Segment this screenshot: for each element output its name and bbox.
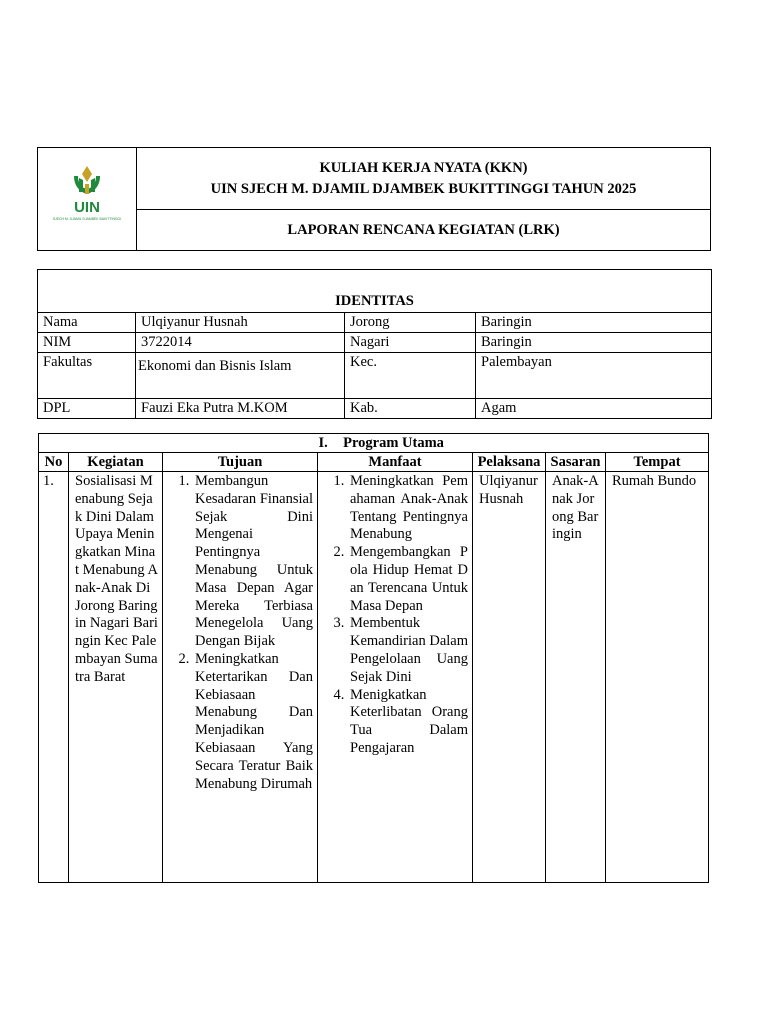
identity-value: Agam — [476, 399, 712, 419]
col-header-manfaat: Manfaat — [318, 453, 473, 472]
col-header-tempat: Tempat — [606, 453, 709, 472]
header-table — [37, 147, 711, 251]
list-item: 2. Meningkatkan Ketertarikan Dan Kebiasaan Menabung Dan Menjadikan Kebiasaan Yang Secara Teratur Baik Menabung Dirumah — [193, 651, 313, 793]
list-item: 3. Membentuk Kemandirian Dalam Pengelolaan Uang Sejak Dini — [348, 615, 468, 686]
identity-value: Baringin — [476, 333, 712, 353]
list-item: 2. Mengembangkan Pola Hidup Hemat Dan Terencana Untuk Masa Depan — [348, 544, 468, 615]
kkn-title: KULIAH KERJA NYATA (KKN) — [319, 159, 528, 176]
list-item: 4. Menigkatkan Keterlibatan Orang Tua Dalam Pengajaran — [348, 687, 468, 758]
identity-label: Fakultas — [38, 353, 136, 399]
col-header-tujuan: Tujuan — [163, 453, 318, 472]
identity-label: NIM — [38, 333, 136, 353]
manfaat-cell — [318, 472, 473, 883]
identity-label: Kec. — [345, 353, 476, 399]
uin-logo-icon — [52, 162, 122, 232]
tujuan-list — [167, 473, 313, 793]
identity-value: 3722014 — [136, 333, 345, 353]
identity-heading: IDENTITAS — [38, 270, 712, 313]
list-item: 1. Membangun Kesadaran Finansial Sejak Dini Mengenai Pentingnya Menabung Untuk Masa Depan Agar Mereka Terbiasa Menegelola Uang Dengan Bijak — [193, 473, 313, 651]
identity-label: DPL — [38, 399, 136, 419]
kkn-title-cell — [137, 148, 711, 210]
identity-value: Ekonomi dan Bisnis Islam — [136, 353, 345, 399]
identity-value: Palembayan — [476, 353, 712, 399]
identity-value: Ulqiyanur Husnah — [136, 313, 345, 333]
university-title: UIN SJECH M. DJAMIL DJAMBEK BUKITTINGGI TAHUN 2025 — [210, 180, 637, 197]
col-header-kegiatan: Kegiatan — [69, 453, 163, 472]
identity-label: Jorong — [345, 313, 476, 333]
logo-subtext: SJECH M. DJAMIL DJAMBEK BUKITTINGGI — [52, 216, 122, 221]
manfaat-list — [322, 473, 468, 758]
kegiatan-cell: Sosialisasi Menabung Sejak Dini Dalam Upaya Meningkatkan Minat Menabung Anak-Anak Di Jorong Baringin Nagari Baringin Kec Palembayan Sumatra Barat — [69, 472, 163, 883]
identity-value: Baringin — [476, 313, 712, 333]
program-table — [38, 433, 709, 883]
col-header-sasaran: Sasaran — [546, 453, 606, 472]
table-row — [39, 472, 709, 883]
col-header-no: No — [39, 453, 69, 472]
lrk-title: LAPORAN RENCANA KEGIATAN (LRK) — [137, 210, 711, 251]
pelaksana-cell: Ulqiyanur Husnah — [473, 472, 546, 883]
tempat-cell: Rumah Bundo — [606, 472, 709, 883]
tujuan-cell — [163, 472, 318, 883]
list-item: 1. Meningkatkan Pemahaman Anak-Anak Tentang Pentingnya Menabung — [348, 473, 468, 544]
section-title: Program Utama — [343, 435, 444, 451]
identity-label: Nagari — [345, 333, 476, 353]
sasaran-cell: Anak-Anak Jorong Baringin — [546, 472, 606, 883]
identity-table — [37, 269, 712, 419]
identity-label: Kab. — [345, 399, 476, 419]
row-number: 1. — [39, 472, 69, 883]
col-header-pelaksana: Pelaksana — [473, 453, 546, 472]
section-number: I. — [318, 435, 328, 451]
logo-cell — [38, 148, 137, 251]
identity-label: Nama — [38, 313, 136, 333]
program-section-title — [39, 434, 709, 453]
logo-text: UIN — [74, 198, 100, 216]
identity-value: Fauzi Eka Putra M.KOM — [136, 399, 345, 419]
